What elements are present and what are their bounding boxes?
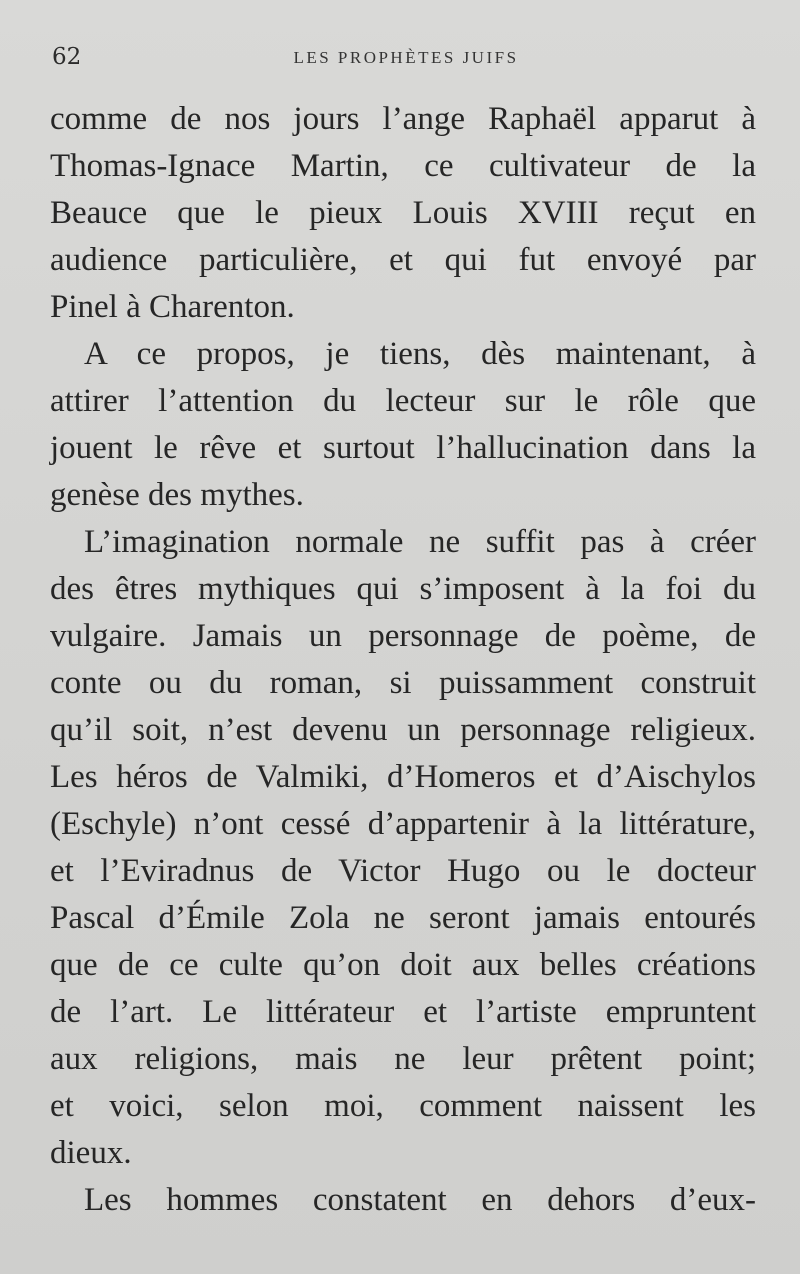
text-line: L’imagination normale ne suffit pas à créer bbox=[84, 524, 756, 560]
text-line: vulgaire. Jamais un personnage de poème, de bbox=[50, 618, 756, 654]
text-line: Pinel à Charenton. bbox=[50, 289, 295, 325]
text-line: A ce propos, je tiens, dès maintenant, à bbox=[84, 336, 756, 372]
text-line: jouent le rêve et surtout l’hallucination dans la bbox=[50, 430, 756, 466]
text-line: Les héros de Valmiki, d’Homeros et d’Aischylos bbox=[50, 759, 756, 795]
page-header bbox=[52, 44, 760, 74]
text-line: de l’art. Le littérateur et l’artiste empruntent bbox=[50, 994, 756, 1030]
text-line: qu’il soit, n’est devenu un personnage religieux. bbox=[50, 712, 756, 748]
paragraph-2 bbox=[50, 331, 756, 519]
text-line: audience particulière, et qui fut envoyé par bbox=[50, 242, 756, 278]
text-line: comme de nos jours l’ange Raphaël apparut à bbox=[50, 101, 756, 137]
text-line: (Eschyle) n’ont cessé d’appartenir à la littérature, bbox=[50, 806, 756, 842]
text-line: et voici, selon moi, comment naissent les bbox=[50, 1088, 756, 1124]
body-text bbox=[50, 96, 756, 1224]
text-line: Les hommes constatent en dehors d’eux- bbox=[84, 1182, 756, 1218]
text-line: genèse des mythes. bbox=[50, 477, 304, 513]
paragraph-4 bbox=[50, 1177, 756, 1224]
page-number: 62 bbox=[52, 44, 82, 70]
text-line: aux religions, mais ne leur prêtent point; bbox=[50, 1041, 756, 1077]
text-line: et l’Eviradnus de Victor Hugo ou le docteur bbox=[50, 853, 756, 889]
text-line: Beauce que le pieux Louis XVIII reçut en bbox=[50, 195, 756, 231]
running-title: LES PROPHÈTES JUIFS bbox=[293, 48, 519, 67]
text-line: que de ce culte qu’on doit aux belles créations bbox=[50, 947, 756, 983]
text-line: Thomas-Ignace Martin, ce cultivateur de la bbox=[50, 148, 756, 184]
text-line: attirer l’attention du lecteur sur le rôle que bbox=[50, 383, 756, 419]
paragraph-1 bbox=[50, 96, 756, 331]
text-line: des êtres mythiques qui s’imposent à la foi du bbox=[50, 571, 756, 607]
text-line: dieux. bbox=[50, 1135, 132, 1171]
paragraph-3 bbox=[50, 519, 756, 1177]
text-line: conte ou du roman, si puissamment construit bbox=[50, 665, 756, 701]
text-line: Pascal d’Émile Zola ne seront jamais entourés bbox=[50, 900, 756, 936]
